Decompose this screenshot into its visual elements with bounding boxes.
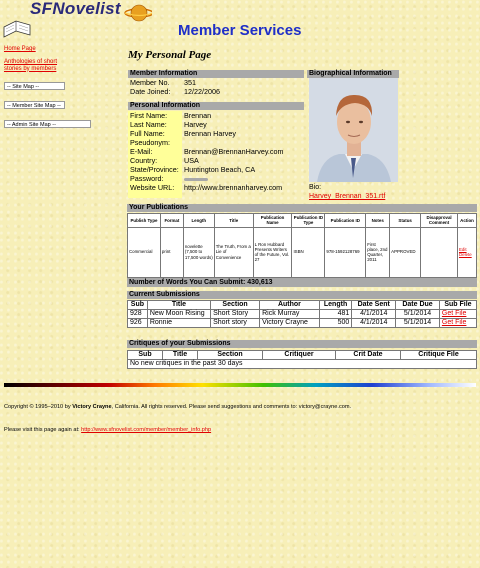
col-crit-date: Crit Date — [336, 351, 401, 360]
personal-info-fields — [130, 112, 306, 202]
date-joined-label: Date Joined: — [130, 87, 171, 96]
cell-id-type: ISBN — [292, 227, 325, 277]
nav-anthologies-link[interactable]: Anthologies of short stories by members — [4, 59, 58, 72]
delete-link[interactable]: Delete — [458, 252, 472, 258]
col-sub: Sub — [128, 351, 163, 360]
col-publication-name: Publication Name — [253, 214, 292, 228]
country-label: Country: — [130, 156, 158, 165]
cell-length: 481 — [319, 310, 352, 319]
logo-text: SFNovelist — [30, 0, 121, 18]
cell-date-due: 5/1/2014 — [396, 319, 440, 328]
table-row — [128, 227, 477, 277]
col-title: Title — [163, 351, 198, 360]
full-name-label: Full Name: — [130, 129, 165, 138]
visit-url-link[interactable]: http://www.sfnovelist.com/member/member_info.php — [81, 427, 212, 433]
col-format: Format — [160, 214, 183, 228]
submissions-table — [127, 300, 477, 328]
password-mask — [184, 178, 208, 181]
publications-table — [127, 213, 477, 278]
website-value: http://www.brennanharvey.com — [184, 183, 283, 192]
country-value: USA — [184, 156, 199, 165]
col-date-due: Date Due — [396, 301, 440, 310]
cell-status: APPROVED — [390, 227, 421, 277]
bio-file-link[interactable]: Harvey_Brennan_351.rtf — [309, 193, 386, 200]
cell-file — [439, 310, 476, 319]
col-sub: Sub — [128, 301, 148, 310]
col-author: Author — [260, 301, 320, 310]
admin-site-map-select[interactable]: -- Admin Site Map -- — [4, 120, 91, 128]
col-date-sent: Date Sent — [352, 301, 396, 310]
get-file-link[interactable]: Get File — [441, 319, 467, 326]
col-section: Section — [198, 351, 263, 360]
pseudonym-label: Pseudonym: — [130, 138, 170, 147]
col-action: Action — [457, 214, 476, 228]
personal-info-heading: Personal Information — [128, 102, 304, 110]
cell-title: The Truth, From a Lie of Convenience — [214, 227, 253, 277]
rainbow-divider — [4, 383, 476, 387]
email-value: Brennan@BrennanHarvey.com — [184, 147, 284, 156]
member-no-label: Member No. — [130, 78, 170, 87]
bio-label: Bio: — [309, 184, 322, 191]
table-row — [128, 310, 477, 319]
cell-sub: 926 — [128, 319, 148, 328]
get-file-link[interactable]: Get File — [441, 310, 467, 317]
bio-heading: Biographical Information — [307, 70, 399, 78]
word-count-bar — [127, 278, 477, 287]
page-title: Member Services — [178, 22, 302, 39]
copyright-pre: Copyright © 1995–2010 by — [4, 404, 71, 410]
date-joined-row — [130, 88, 300, 97]
first-name-value: Brennan — [184, 111, 212, 120]
copyright-line — [4, 404, 474, 410]
cell-publication-name: L Ron Hubbard Presents Writers of the Future, Vol. 27 — [253, 227, 292, 277]
member-site-map-select[interactable]: -- Member Site Map -- — [4, 101, 65, 109]
word-count-value: 430,613 — [247, 279, 273, 286]
col-critiquer: Critiquer — [263, 351, 336, 360]
nav-home-link[interactable]: Home Page — [4, 46, 36, 52]
critiques-header-row — [128, 351, 477, 360]
site-map-select[interactable]: -- Site Map -- — [4, 82, 65, 90]
table-row — [128, 360, 477, 369]
cell-publish-type: Commercial — [128, 227, 161, 277]
cell-length: 500 — [319, 319, 352, 328]
copyright-author: Victory Crayne — [72, 404, 112, 410]
col-length: Length — [319, 301, 352, 310]
state-label: State/Province: — [130, 165, 179, 174]
cell-comment — [421, 227, 458, 277]
last-name-label: Last Name: — [130, 120, 167, 129]
cell-author: Victory Crayne — [260, 319, 320, 328]
col-publication-id-type: Publication ID Type — [293, 215, 324, 226]
state-value: Huntington Beach, CA — [184, 165, 256, 174]
cell-author: Rick Murray — [260, 310, 320, 319]
cell-action — [457, 227, 476, 277]
col-status: Status — [390, 214, 421, 228]
col-sub-file: Sub File — [439, 301, 476, 310]
cell-date-sent: 4/1/2014 — [352, 310, 396, 319]
visit-text: Please visit this page again at: — [4, 427, 80, 433]
col-publish-type: Publish Type — [128, 214, 161, 228]
first-name-label: First Name: — [130, 111, 168, 120]
cell-length: novelette (7,500 to 17,500 words) — [183, 227, 214, 277]
member-no-value: 351 — [184, 78, 196, 87]
cell-section: Short story — [211, 319, 260, 328]
personal-page-heading: My Personal Page — [128, 49, 212, 61]
copyright-post: , California. All rights reserved. Please send suggestions and comments to: victory@crayne.com. — [111, 404, 352, 410]
publications-heading: Your Publications — [127, 204, 477, 212]
col-title: Title — [214, 214, 253, 228]
cell-publication-id: 978-1592128769 — [325, 227, 366, 277]
cell-format: print — [160, 227, 183, 277]
cell-date-due: 5/1/2014 — [396, 310, 440, 319]
col-sub-title: Title — [147, 301, 210, 310]
col-notes: Notes — [366, 214, 390, 228]
password-label: Password: — [130, 174, 164, 183]
submissions-header-row — [128, 301, 477, 310]
word-count-label: Number of Words You Can Submit: — [129, 279, 246, 286]
member-info-heading: Member Information — [128, 70, 304, 78]
cell-file — [439, 319, 476, 328]
date-joined-value: 12/22/2006 — [184, 87, 220, 96]
member-photo — [309, 78, 398, 182]
col-disapproval-comment: Disapproval Comment — [421, 214, 458, 228]
critiques-heading: Critiques of your Submissions — [127, 340, 477, 348]
col-publication-id: Publication ID — [325, 214, 366, 228]
site-logo[interactable] — [2, 1, 152, 41]
col-critique-file: Critique File — [401, 351, 477, 360]
website-label: Website URL: — [130, 183, 175, 192]
critiques-empty-message: No new critiques in the past 30 days — [128, 360, 477, 369]
cell-sub: 928 — [128, 310, 148, 319]
publications-header-row — [128, 214, 477, 228]
edit-link[interactable]: Edit — [458, 246, 467, 252]
col-section: Section — [211, 301, 260, 310]
cell-date-sent: 4/1/2014 — [352, 319, 396, 328]
cell-section: Short Story — [211, 310, 260, 319]
cell-title: New Moon Rising — [147, 310, 210, 319]
visit-line — [4, 427, 474, 433]
table-row — [128, 319, 477, 328]
cell-title: Ronnie — [147, 319, 210, 328]
portrait-image — [309, 78, 398, 182]
last-name-value: Harvey — [184, 120, 207, 129]
critiques-table — [127, 350, 477, 369]
submissions-heading: Current Submissions — [127, 291, 477, 299]
cell-notes: First place, 2nd Quarter, 2011 — [366, 227, 390, 277]
full-name-value: Brennan Harvey — [184, 129, 236, 138]
email-label: E-Mail: — [130, 147, 153, 156]
col-length: Length — [183, 214, 214, 228]
